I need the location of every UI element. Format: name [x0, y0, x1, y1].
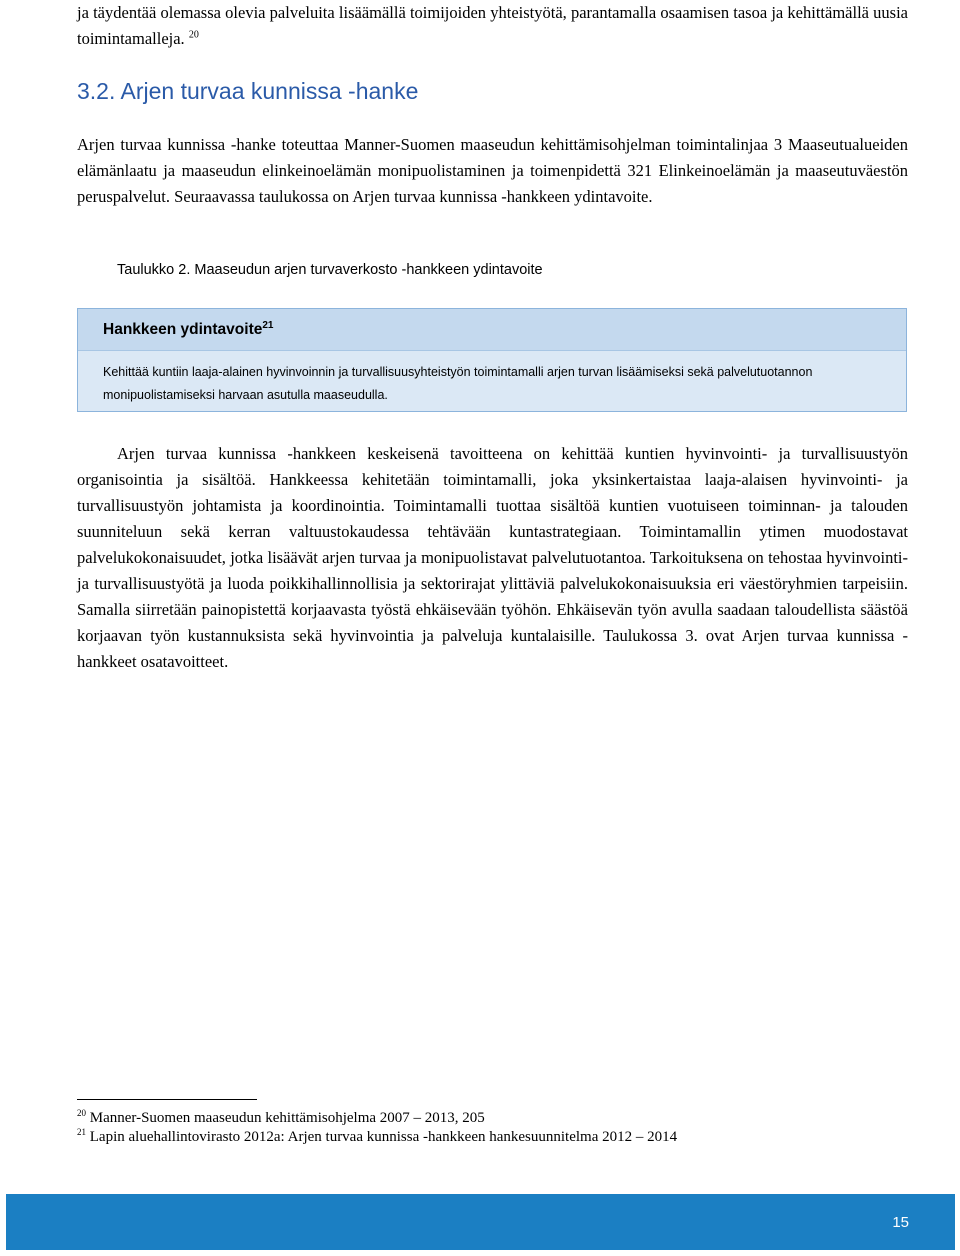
footnote-number: 20 — [77, 1108, 86, 1118]
page-footer-bar — [6, 1194, 955, 1250]
intro-paragraph — [77, 0, 908, 52]
footnote-20 — [77, 1110, 485, 1127]
goal-table — [77, 308, 907, 412]
body-paragraph-2: Arjen turvaa kunnissa -hankkeen keskeisenä tavoitteena on kehittää kuntien hyvinvointi- ja turvallisuustyön organisointia ja sisältöä. Hankkeessa kehitetään toimintamalli, joka yksinkertaistaa laaja-alaisen hyvinvointi- ja turvallisuustyön johtamista ja koordinointia. Toimintamalli tuottaa sisältöä kuntien vuotuiseen toiminnan- ja talouden suunniteluun sekä kerran valtuustokaudessa tehtävään kuntastrategiaan. Toimintamallin ytimen muodostavat palvelukokonaisuudet, jotka lisäävät arjen turvaa ja monipuolistavat palvelutuotantoa. Tarkoituksena on tehostaa hyvinvointi- ja turvallisuustyötä ja luoda poikkihallinnollisia ja sektorirajat ylittäviä palvelukokonaisuuksia eri väestöryhmien tarpeisiin. Samalla siirretään painopistettä korjaavasta työstä ehkäisevään työhön. Ehkäisevän työn avulla saadaan taloudellista säästöä korjaavan työn kustannuksista sekä hyvinvointia ja palveluja kuntalaisille. Taulukossa 3. ovat Arjen turvaa kunnissa -hankkeet osatavoitteet. — [77, 444, 908, 671]
goal-table-header — [78, 309, 906, 351]
goal-table-title — [103, 321, 273, 339]
table-caption: Taulukko 2. Maaseudun arjen turvaverkosto -hankkeen ydintavoite — [117, 262, 543, 278]
footnote-ref-21[interactable]: 21 — [262, 319, 274, 331]
footnote-text: Manner-Suomen maaseudun kehittämisohjelma 2007 – 2013, 205 — [89, 1110, 485, 1126]
footnote-ref-20[interactable]: 20 — [188, 29, 199, 41]
footnote-divider — [77, 1099, 257, 1100]
footnote-text: Lapin aluehallintovirasto 2012a: Arjen turvaa kunnissa -hankkeen hankesuunnitelma 2012 – 2014 — [89, 1129, 678, 1145]
footnote-21 — [77, 1129, 677, 1146]
intro-text: ja täydentää olemassa olevia palveluita lisäämällä toimijoiden yhteistyötä, parantamalla osaamisen tasoa ja kehittämällä uusia toimintamalleja. — [77, 3, 908, 48]
section-heading: 3.2. Arjen turvaa kunnissa -hanke — [77, 78, 419, 104]
page-number: 15 — [892, 1214, 909, 1231]
goal-table-title-text: Hankkeen ydintavoite — [103, 321, 263, 338]
body-paragraph-1: Arjen turvaa kunnissa -hanke toteuttaa Manner-Suomen maaseudun kehittämisohjelman toimintalinjaa 3 Maaseutualueiden elämänlaatu ja maaseudun elinkeinoelämän monipuolistaminen ja toimenpidettä 321 Elinkeinoelämän ja maaseutuväestön peruspalvelut. Seuraavassa taulukossa on Arjen turvaa kunnissa -hankkeen ydintavoite. — [77, 135, 908, 206]
goal-table-text: Kehittää kuntiin laaja-alainen hyvinvoinnin ja turvallisuusyhteistyön toimintamalli arjen turvan lisäämiseksi sekä palvelutuotannon monipuolistamiseksi harvaan asutulla maaseudulla. — [103, 365, 813, 402]
footnote-number: 21 — [77, 1127, 86, 1137]
